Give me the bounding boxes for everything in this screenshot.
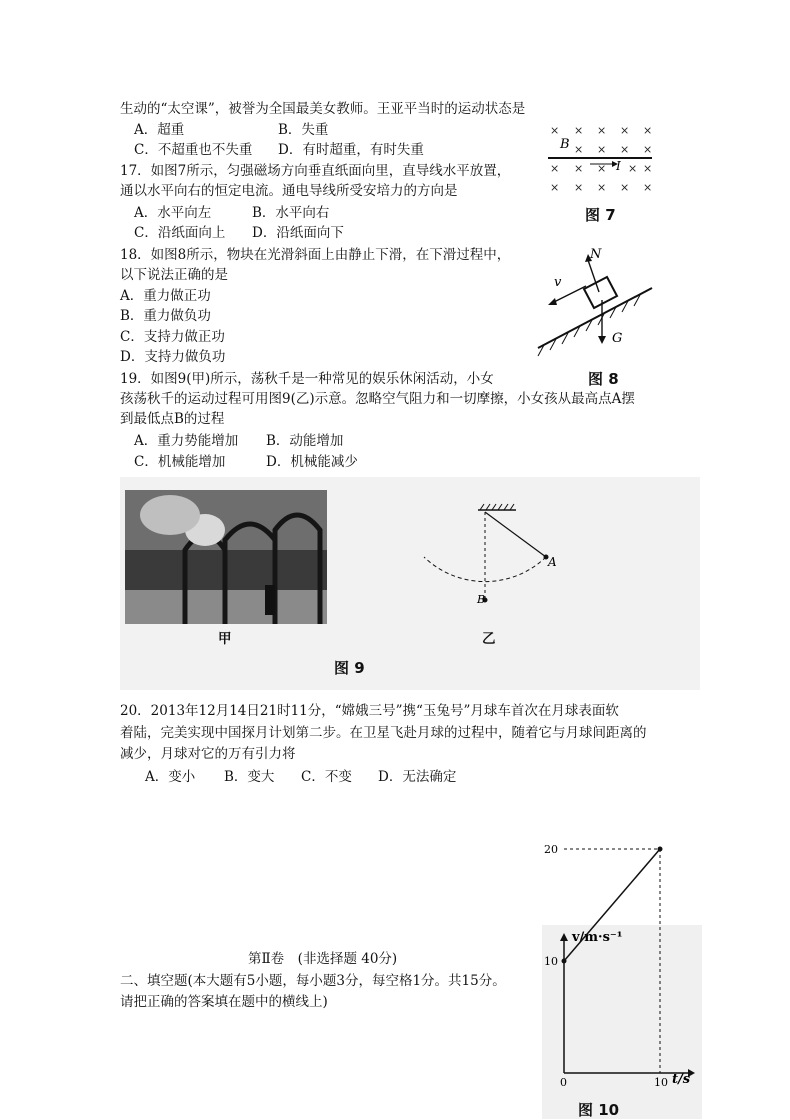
q19-option-b: B．动能增加 (266, 433, 344, 449)
q18-line2: 以下说法正确的是 (120, 267, 228, 283)
figure-9-caption: 图 9 (334, 659, 365, 677)
q19-line3: 到最低点B的过程 (120, 411, 225, 427)
q19-option-a: A．重力势能增加 (134, 433, 239, 449)
x-axis-label: t/s (672, 1072, 691, 1087)
figure-7-caption: 图 7 (585, 206, 616, 224)
origin-tick-label: 0 (560, 1076, 567, 1089)
figure-10-vt-chart (542, 843, 702, 1095)
svg-text:×: × (620, 181, 630, 194)
svg-text:×: × (597, 143, 607, 156)
q17-line1: 17．如图7所示，匀强磁场方向垂直纸面向里，直导线水平放置， (120, 163, 511, 179)
ceiling-hatching (480, 504, 514, 510)
part2-line1: 二、填空题(本大题有5小题，每小题3分，每空格1分。共15分。 (120, 973, 506, 989)
svg-text:×: × (643, 181, 653, 194)
q18-option-d: D．支持力做负功 (120, 349, 226, 365)
q20-line3: 减少，月球对它的万有引力将 (120, 746, 296, 762)
q20-option-c: C．不变 (301, 769, 352, 785)
data-point (658, 847, 663, 852)
q19-line1: 19．如图9(甲)所示，荡秋千是一种常见的娱乐休闲活动，小女 (120, 371, 494, 387)
y-tick-label: 10 (544, 955, 558, 968)
svg-text:×: × (643, 143, 653, 156)
part2-title: 第Ⅱ卷 (非选择题 40分) (248, 951, 398, 967)
q18-line1: 18．如图8所示，物块在光滑斜面上由静止下滑，在下滑过程中， (120, 247, 511, 263)
figure-7-magnetic-field (540, 120, 665, 200)
svg-text:×: × (597, 162, 607, 175)
swing-rope (485, 512, 546, 557)
q16-option-c: C．不超重也不失重 (134, 142, 253, 158)
block (584, 277, 617, 308)
label-b: B (560, 137, 570, 152)
svg-text:×: × (550, 162, 560, 175)
svg-text:×: × (628, 162, 638, 175)
y-axis-label: v/m·s⁻¹ (572, 930, 623, 945)
q20-option-d: D．无法确定 (378, 769, 457, 785)
label-g: G (612, 331, 623, 346)
svg-text:×: × (574, 143, 584, 156)
q17-option-a: A．水平向左 (134, 205, 212, 221)
x-tick-label: 10 (654, 1076, 668, 1089)
q16-option-a: A．超重 (134, 122, 185, 138)
label-a: A (548, 555, 557, 569)
label-i: I (616, 159, 621, 173)
part2-line2: 请把正确的答案填在题中的横线上) (120, 994, 328, 1010)
y-axis-arrow (560, 933, 568, 941)
y-tick-label: 20 (544, 843, 558, 856)
figure-9-swing-photo (125, 490, 327, 624)
figure-9-yi-label: 乙 (482, 631, 496, 647)
q17-option-c: C．沿纸面向上 (134, 225, 226, 241)
figure-10-caption: 图 10 (578, 1101, 620, 1119)
svg-text:×: × (620, 124, 630, 137)
svg-text:×: × (643, 124, 653, 137)
q20-line1: 20．2013年12月14日21时11分，“嫦娥三号”携“玉兔号”月球车首次在月球表面软 (120, 703, 619, 719)
q18-option-b: B．重力做负功 (120, 308, 211, 324)
q18-option-c: C．支持力做正功 (120, 329, 225, 345)
svg-text:×: × (574, 162, 584, 175)
q20-option-b: B．变大 (224, 769, 275, 785)
intro-line: 生动的“太空课”，被誉为全国最美女教师。王亚平当时的运动状态是 (120, 101, 526, 117)
svg-text:×: × (574, 181, 584, 194)
svg-text:×: × (620, 143, 630, 156)
label-n: N (590, 247, 602, 262)
label-v: v (554, 275, 562, 290)
q16-option-b: B．失重 (278, 122, 329, 138)
svg-text:×: × (574, 124, 584, 137)
q19-option-c: C．机械能增加 (134, 454, 226, 470)
q17-option-b: B．水平向右 (252, 205, 330, 221)
svg-text:×: × (597, 124, 607, 137)
q20-option-a: A．变小 (145, 769, 196, 785)
svg-text:×: × (597, 181, 607, 194)
q19-option-d: D．机械能减少 (266, 454, 358, 470)
figure-8-incline (530, 240, 660, 365)
svg-text:×: × (550, 124, 560, 137)
q16-option-d: D．有时超重，有时失重 (278, 142, 424, 158)
q18-option-a: A．重力做正功 (120, 288, 211, 304)
label-b: B (477, 593, 486, 606)
q19-line2: 孩荡秋千的运动过程可用图9(乙)示意。忽略空气阻力和一切摩擦，小女孩从最高点A摆 (120, 391, 635, 407)
figure-9-pendulum-diagram (420, 500, 570, 640)
q17-line2: 通以水平向右的恒定电流。通电导线所受安培力的方向是 (120, 183, 458, 199)
data-point (562, 959, 567, 964)
svg-text:×: × (643, 162, 653, 175)
q17-option-d: D．沿纸面向下 (252, 225, 344, 241)
figure-8-caption: 图 8 (588, 370, 619, 388)
svg-text:×: × (550, 181, 560, 194)
figure-9-jia-label: 甲 (218, 631, 232, 647)
q20-line2: 着陆，完美实现中国探月计划第二步。在卫星飞赴月球的过程中，随着它与月球间距离的 (120, 725, 647, 741)
